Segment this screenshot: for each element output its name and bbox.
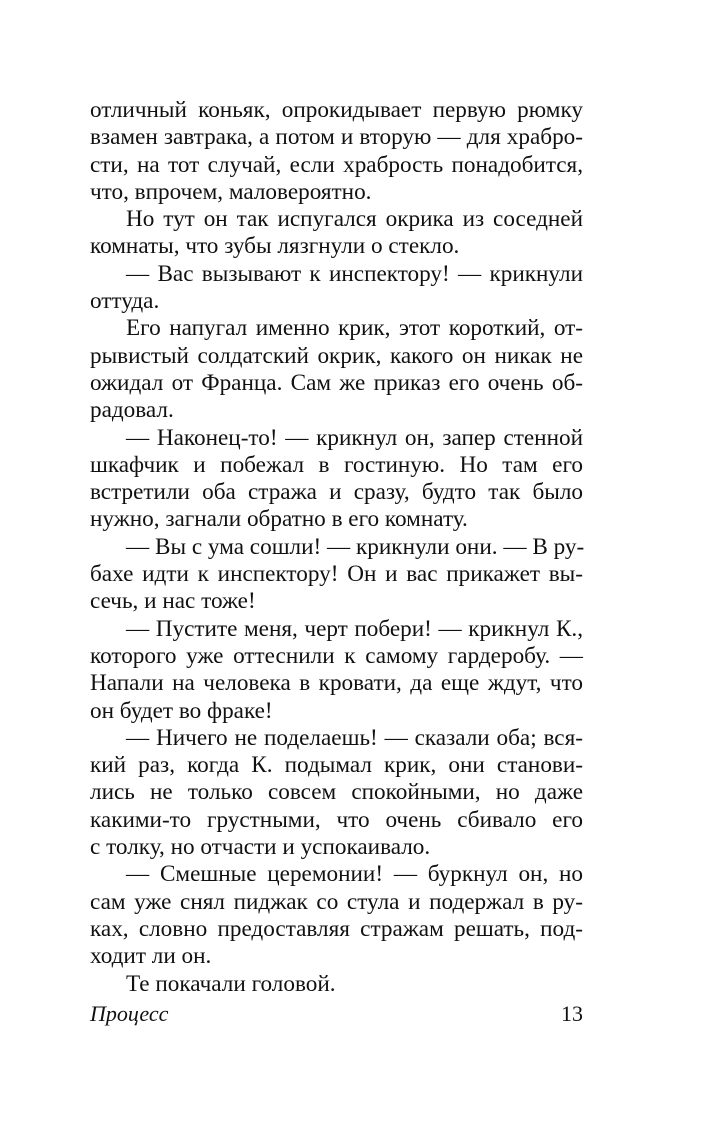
text-line: ходит ли он.: [90, 943, 212, 970]
text-line: бахе идти к инспектору! Он и вас прикажет вы-: [90, 561, 583, 588]
text-line: лись не только совсем спокойными, но даже: [90, 779, 583, 806]
text-line: сечь, и нас тоже!: [90, 588, 256, 615]
text-line: кий раз, когда К. подымал крик, они станови-: [90, 752, 583, 779]
text-line: шкафчик и побежал в гостиную. Но там его: [90, 451, 583, 478]
text-line: ожидал от Франца. Сам же приказ его очень об-: [90, 369, 583, 396]
paragraph: [90, 725, 583, 861]
text-line: взамен завтрака, а потом и вторую — для храбро-: [90, 124, 583, 151]
text-line: встретили оба стража и сразу, будто так было: [90, 479, 583, 506]
text-line: ках, словно предоставляя стражам решать, под-: [90, 915, 583, 942]
text-line: — Вас вызывают к инспектору! — крикнули: [126, 260, 583, 287]
text-line: Те покачали головой.: [126, 970, 336, 997]
paragraph: [90, 261, 583, 316]
text-line: радовал.: [90, 397, 174, 424]
text-line: сам уже снял пиджак со стула и подержал в ру-: [90, 888, 583, 915]
text-line: с толку, но отчасти и успокаивало.: [90, 834, 431, 861]
text-line: которого уже оттеснили к самому гардеробу. —: [90, 642, 583, 669]
text-line: оттуда.: [90, 288, 160, 315]
text-line: — Пустите меня, черт побери! — крикнул К.,: [126, 615, 583, 642]
paragraph: [90, 861, 583, 970]
text-line: Его напугал именно крик, этот короткий, от-: [126, 315, 583, 342]
page-number: 13: [561, 1001, 583, 1026]
text-line: Но тут он так испугался окрика из соседней: [126, 206, 583, 233]
text-line: нужно, загнали обратно в его комнату.: [90, 506, 468, 533]
text-line: какими-то грустными, что очень сбивало его: [90, 806, 583, 833]
text-line: он будет во фраке!: [90, 697, 273, 724]
text-line: — Вы с ума сошли! — крикнули они. — В ру-: [126, 533, 585, 560]
paragraph: [90, 425, 583, 534]
text-line: отличный коньяк, опрокидывает первую рюмку: [90, 97, 583, 123]
text-line: — Смешные церемонии! — буркнул он, но: [126, 861, 583, 888]
text-line: рывистый солдатский окрик, какого он никак не: [90, 342, 583, 369]
paragraph: [90, 971, 583, 998]
paragraph: [90, 97, 583, 206]
page-body-text: [90, 97, 583, 998]
text-line: что, впрочем, маловероятно.: [90, 178, 372, 205]
running-title: Процесс: [90, 1001, 169, 1026]
text-line: сти, на тот случай, если храбрость понадобится,: [90, 151, 583, 178]
paragraph: [90, 616, 583, 725]
paragraph: [90, 206, 583, 261]
paragraph: [90, 315, 583, 424]
paragraph: [90, 534, 583, 616]
text-line: комнаты, что зубы лязгнули о стекло.: [90, 233, 460, 260]
text-line: — Наконец-то! — крикнул он, запер стенной: [126, 424, 583, 451]
text-line: Напали на человека в кровати, да еще ждут, что: [90, 670, 583, 697]
text-line: — Ничего не поделаешь! — сказали оба; вся-: [126, 724, 583, 751]
